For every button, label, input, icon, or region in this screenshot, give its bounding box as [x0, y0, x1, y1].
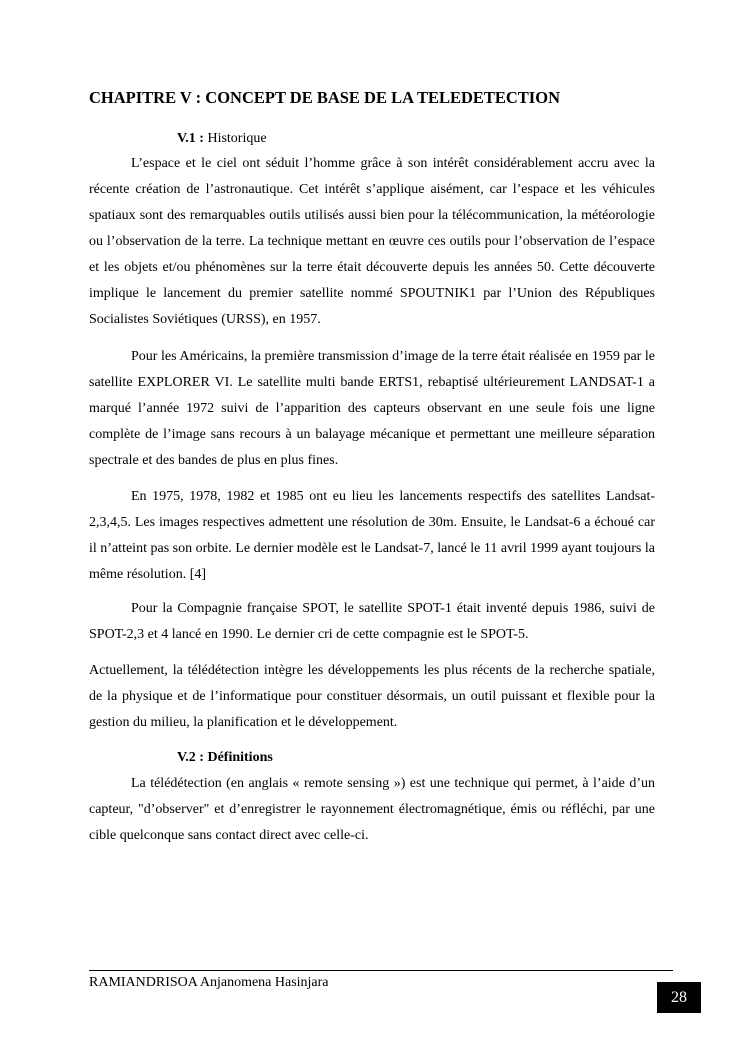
- footer-divider: [89, 970, 673, 971]
- page-number-badge: 28: [657, 982, 701, 1013]
- section-number: V.1 :: [177, 131, 204, 146]
- paragraph: Pour la Compagnie française SPOT, le satellite SPOT-1 était inventé depuis 1986, suivi de SPOT-2,3 et 4 lancé en 1990. Le dernier cri de cette compagnie est le SPOT-5.: [89, 601, 655, 642]
- section-title: V.2 : Définitions: [177, 750, 273, 765]
- section-heading-historique: [177, 131, 267, 147]
- paragraph: En 1975, 1978, 1982 et 1985 ont eu lieu les lancements respectifs des satellites Landsat-2,3,4,5. Les images respectives admettent une résolution de 30m. Ensuite, le Landsat-6 a échoué car il n’atteint pas son orbite. Le dernier modèle est le Landsat-7, lancé le 11 avril 1999 ayant toujours la même résolution. [4]: [89, 489, 655, 582]
- paragraph: L’espace et le ciel ont séduit l’homme grâce à son intérêt considérablement accru avec la récente création de l’astronautique. Cet intérêt s’applique aisément, car l’espace et les véhicules spatiaux sont des remarquables outils utilisés aussi bien pour la télécommunication, la météorologie ou l’observation de la terre. La technique mettant en œuvre ces outils pour l’observation de l’espace et les objets et/ou phénomènes sur la terre était découverte depuis les années 50. Cette découverte implique le lancement du premier satellite nommé SPOUTNIK1 par l’Union des Républiques Socialistes Soviétiques (URSS), en 1957.: [89, 156, 655, 327]
- footer-author: RAMIANDRISOA Anjanomena Hasinjara: [89, 975, 329, 990]
- paragraph: Pour les Américains, la première transmission d’image de la terre était réalisée en 1959 par le satellite EXPLORER VI. Le satellite multi bande ERTS1, rebaptisé ultérieurement LANDSAT-1 a marqué l’année 1972 suivi de l’apparition des capteurs observant en une seule fois une ligne complète de l’image sans recours à un balayage mécanique et permettant une meilleure séparation spectrale et des bandes de plus en plus fines.: [89, 349, 655, 468]
- definition-paragraph: La télédétection (en anglais « remote sensing ») est une technique qui permet, à l’aide d’un capteur, "d’observer" et d’enregistrer le rayonnement électromagnétique, émis ou réfléchi, par une cible quelconque sans contact direct avec celle-ci.: [89, 776, 655, 843]
- section-title: Historique: [207, 131, 267, 146]
- paragraph: Actuellement, la télédétection intègre les développements les plus récents de la recherche spatiale, de la physique et de l’informatique pour constituer désormais, un outil puissant et flexible pour la gestion du milieu, la planification et le développement.: [89, 663, 655, 730]
- section-heading-definitions: [177, 750, 273, 766]
- chapter-title: CHAPITRE V : CONCEPT DE BASE DE LA TELEDETECTION: [89, 88, 560, 107]
